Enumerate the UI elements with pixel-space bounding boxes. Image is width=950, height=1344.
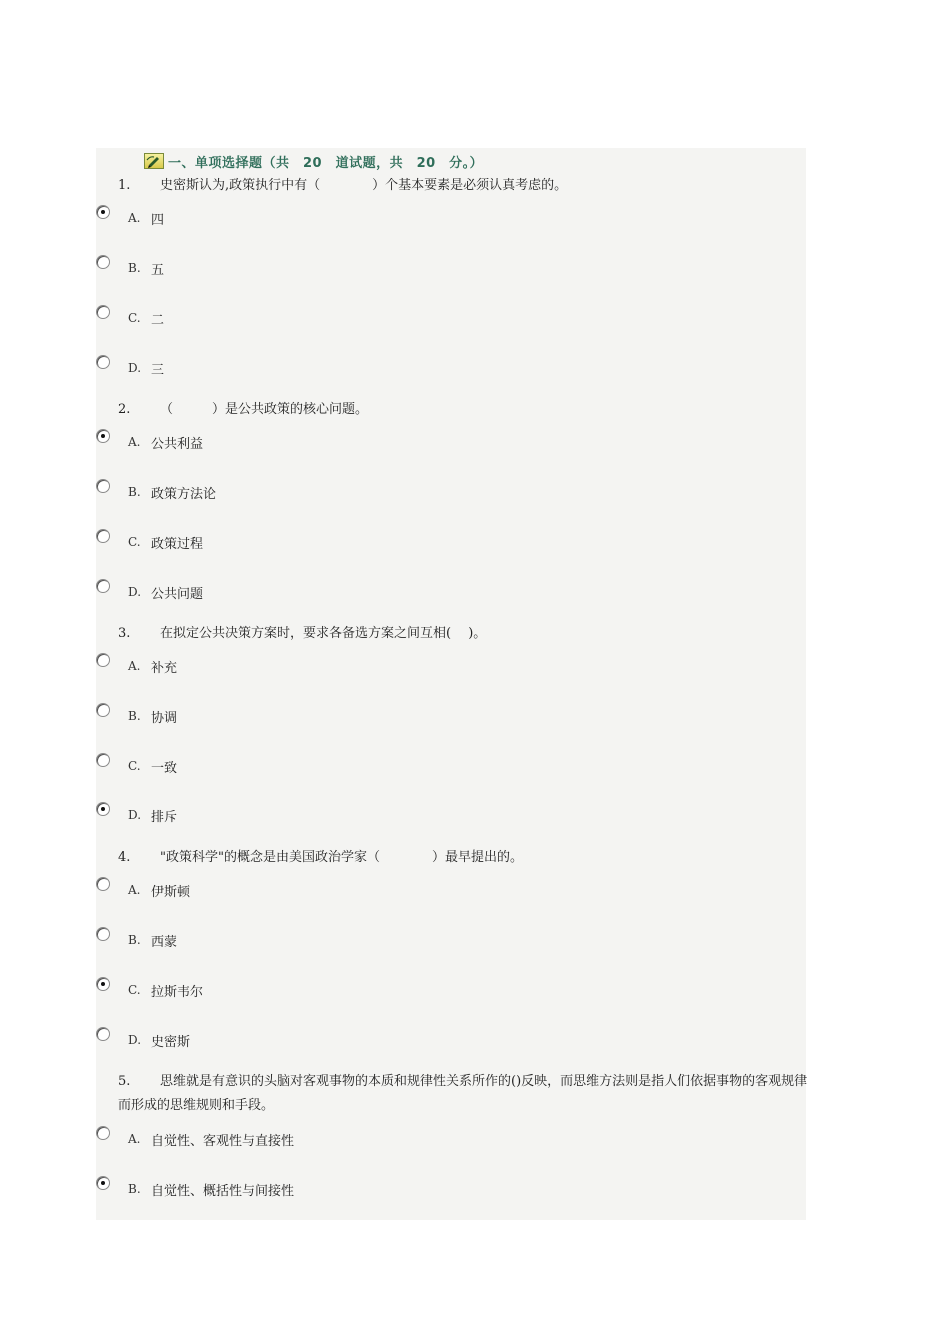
question-text: 史密斯认为,政策执行中有（ ）个基本要素是必须认真考虑的。	[160, 178, 568, 193]
radio-button-checked[interactable]	[96, 802, 110, 816]
option-text: 政策方法论	[151, 487, 217, 502]
radio-button[interactable]	[96, 479, 110, 493]
question-2-stem	[118, 398, 368, 422]
option-text: 三	[151, 363, 165, 378]
option-letter: C.	[128, 535, 141, 549]
option-letter: C.	[128, 759, 141, 773]
section-title: 一、单项选择题（共 20 道试题，共 20 分。）	[168, 155, 484, 171]
question-text: "政策科学"的概念是由美国政治学家（ ）最早提出的。	[160, 850, 523, 865]
radio-button[interactable]	[96, 1126, 110, 1140]
question-text: 思维就是有意识的头脑对客观事物的本质和规律性关系所作的()反映，而思维方法则是指人们依据事物的客观规律而形成的思维规则和手段。	[118, 1074, 808, 1113]
question-number: 1.	[118, 178, 131, 193]
option-letter: B.	[128, 933, 141, 947]
option-letter: A.	[128, 435, 141, 449]
quiz-panel	[96, 148, 806, 1220]
radio-button[interactable]	[96, 579, 110, 593]
option-text: 协调	[151, 711, 178, 726]
option-text: 史密斯	[151, 1035, 191, 1050]
option-letter: B.	[128, 709, 141, 723]
option-letter: D.	[128, 361, 142, 375]
pencil-note-icon	[144, 153, 164, 169]
option-text: 政策过程	[151, 537, 204, 552]
radio-button[interactable]	[96, 255, 110, 269]
question-3-stem	[118, 622, 486, 646]
radio-button[interactable]	[96, 927, 110, 941]
radio-button-checked[interactable]	[96, 1176, 110, 1190]
option-letter: A.	[128, 211, 141, 225]
radio-button-checked[interactable]	[96, 429, 110, 443]
radio-button[interactable]	[96, 653, 110, 667]
radio-button[interactable]	[96, 753, 110, 767]
option-letter: B.	[128, 485, 141, 499]
option-letter: C.	[128, 311, 141, 325]
option-letter: A.	[128, 883, 141, 897]
option-text: 一致	[151, 761, 178, 776]
option-text: 公共利益	[151, 437, 204, 452]
question-number: 4.	[118, 850, 131, 865]
option-letter: B.	[128, 261, 141, 275]
radio-button[interactable]	[96, 355, 110, 369]
radio-button[interactable]	[96, 703, 110, 717]
option-letter: D.	[128, 585, 142, 599]
option-letter: A.	[128, 1132, 141, 1146]
option-text: 公共问题	[151, 587, 204, 602]
option-letter: B.	[128, 1182, 141, 1196]
radio-button[interactable]	[96, 877, 110, 891]
option-text: 自觉性、客观性与直接性	[151, 1134, 295, 1149]
option-letter: D.	[128, 808, 142, 822]
option-text: 二	[151, 313, 165, 328]
option-text: 五	[151, 263, 165, 278]
radio-button-checked[interactable]	[96, 977, 110, 991]
question-number: 5.	[118, 1074, 131, 1089]
section-header	[144, 150, 806, 172]
option-text: 四	[151, 213, 165, 228]
question-1-stem	[118, 174, 567, 198]
radio-button[interactable]	[96, 1027, 110, 1041]
option-text: 补充	[151, 661, 178, 676]
option-text: 排斥	[151, 810, 178, 825]
question-text: 在拟定公共决策方案时，要求各备选方案之间互相( )。	[160, 626, 487, 641]
question-number: 3.	[118, 626, 131, 641]
radio-button[interactable]	[96, 305, 110, 319]
option-letter: C.	[128, 983, 141, 997]
option-text: 伊斯顿	[151, 885, 191, 900]
option-text: 拉斯韦尔	[151, 985, 204, 1000]
option-text: 西蒙	[151, 935, 178, 950]
option-letter: D.	[128, 1033, 142, 1047]
option-text: 自觉性、概括性与间接性	[151, 1184, 295, 1199]
radio-button-checked[interactable]	[96, 205, 110, 219]
question-number: 2.	[118, 402, 131, 417]
radio-button[interactable]	[96, 529, 110, 543]
option-letter: A.	[128, 659, 141, 673]
question-text: （ ）是公共政策的核心问题。	[160, 402, 369, 417]
question-4-stem	[118, 846, 523, 870]
question-5-stem	[118, 1070, 808, 1118]
